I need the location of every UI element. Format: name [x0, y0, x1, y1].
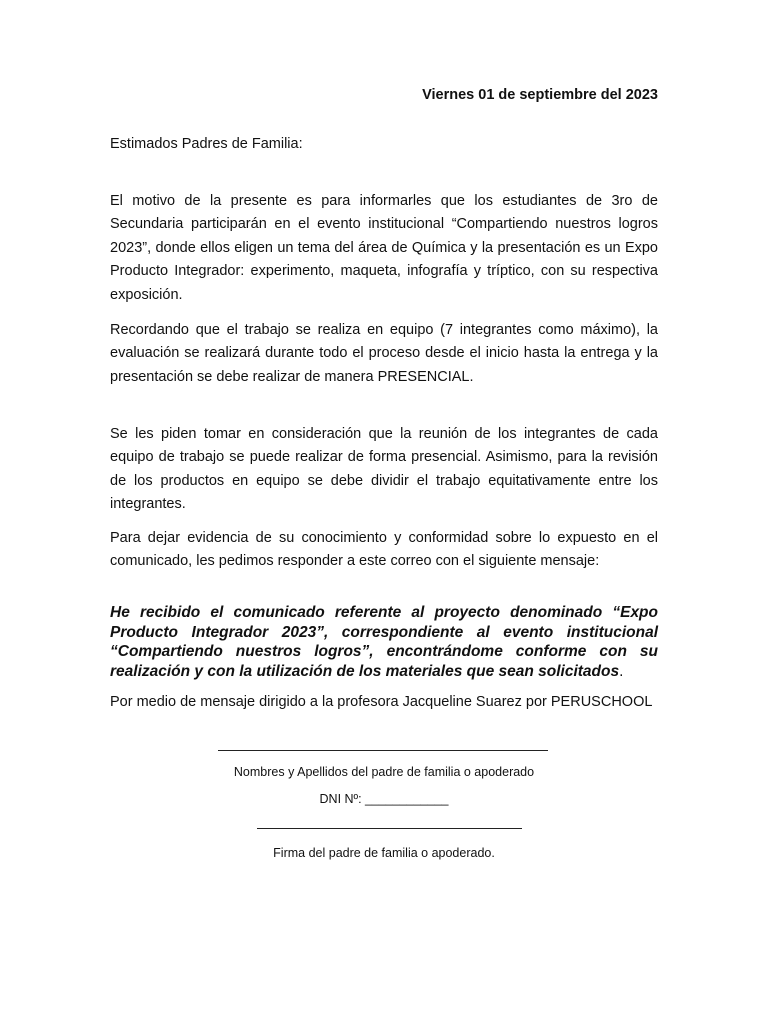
- delivery-note: Por medio de mensaje dirigido a la profesora Jacqueline Suarez por PERUSCHOOL: [110, 694, 653, 710]
- paragraph-teamwork: Recordando que el trabajo se realiza en equipo (7 integrantes como máximo), la evaluación se realizará durante todo el proceso desde el inicio hasta la entrega y la presentación se debe realizar de manera PRESENCIAL.: [110, 322, 658, 385]
- name-caption: Nombres y Apellidos del padre de familia o apoderado: [233, 765, 535, 779]
- signature-caption: Firma del padre de familia o apoderado.: [273, 846, 495, 860]
- paragraph-meetings: Se les piden tomar en consideración que la reunión de los integrantes de cada equipo de trabajo se puede realizar de forma presencial. Asimismo, para la revisión de los productos en equipo se debe dividir el trabajo equitativamente entre los integrantes.: [110, 426, 658, 513]
- confirmation-message: [110, 603, 658, 681]
- confirmation-message-text: He recibido el comunicado referente al proyecto denominado “Expo Producto Integrador 2023”, correspondiente al evento institucional “Compartiendo nuestros logros”, encontrándome conforme con su realización y con la utilización de los materiales que sean solicitados: [110, 604, 658, 680]
- salutation: Estimados Padres de Familia:: [110, 136, 303, 152]
- letter-date: Viernes 01 de septiembre del 2023: [422, 87, 658, 103]
- paragraph-confirmation-request: Para dejar evidencia de su conocimiento y conformidad sobre lo expuesto en el comunicado, les pedimos responder a este correo con el siguiente mensaje:: [110, 530, 658, 570]
- paragraph-event-info: El motivo de la presente es para informarles que los estudiantes de 3ro de Secundaria participarán en el evento institucional “Compartiendo nuestros logros 2023”, donde ellos eligen un tema del área de Química y la presentación es un Expo Producto Integrador: experimento, maqueta, infografía y tríptico, con su respectiva exposición.: [110, 193, 658, 303]
- name-signature-line: [218, 750, 548, 751]
- signature-line: [257, 828, 522, 829]
- confirmation-message-period: .: [619, 662, 624, 680]
- dni-field-label: DNI Nº: ____________: [319, 792, 449, 806]
